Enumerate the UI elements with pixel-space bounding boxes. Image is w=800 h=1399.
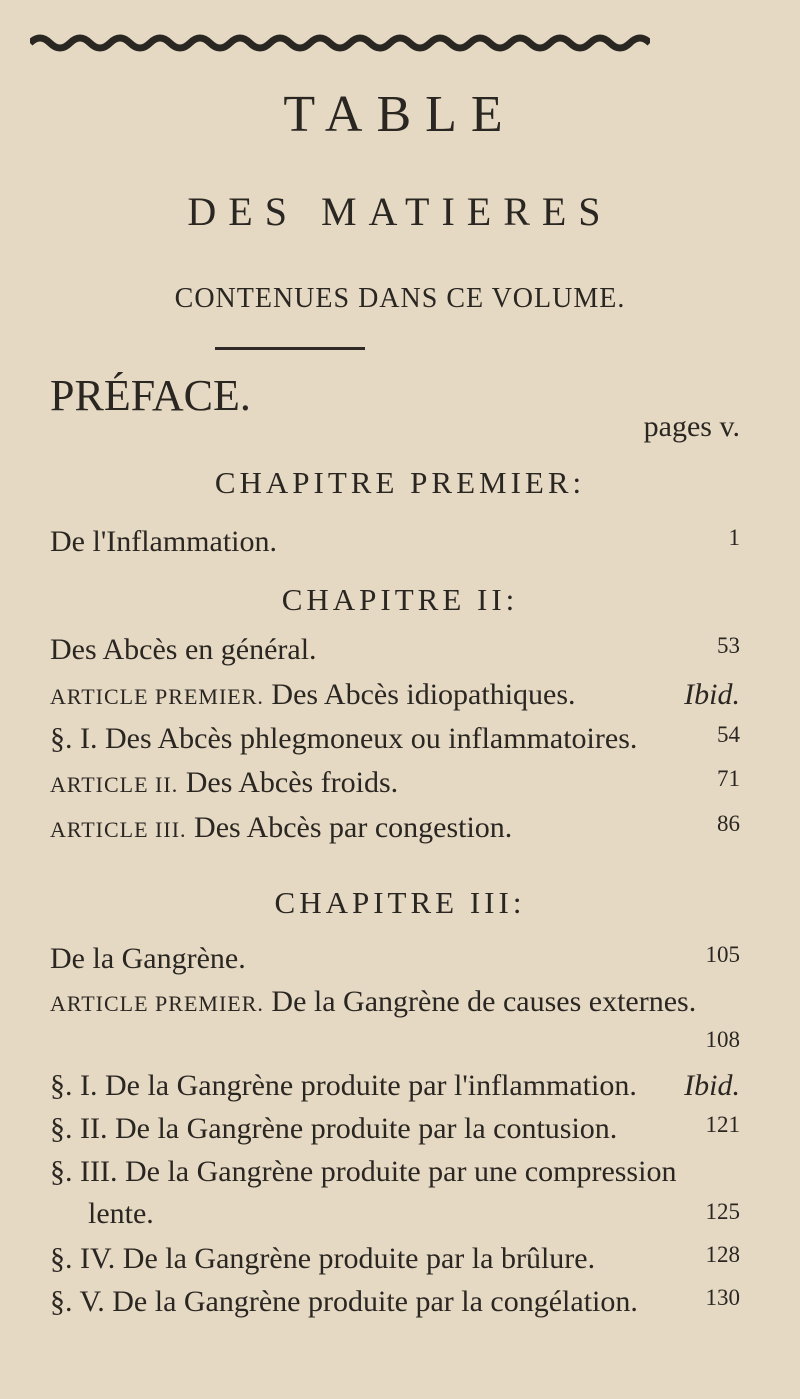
toc-entry-page: 108 (705, 1027, 740, 1052)
toc-entry (50, 678, 740, 712)
toc-entry-text: Des Abcès en général. (50, 633, 317, 666)
toc-entry-text: §. II. De la Gangrène produite par la contusion. (50, 1112, 618, 1145)
toc-entry-page: 130 (705, 1285, 740, 1310)
toc-entry-page: 71 (717, 766, 740, 791)
toc-entry (50, 985, 740, 1052)
toc-entry (50, 722, 740, 756)
toc-entry-page: 125 (705, 1199, 740, 1224)
ornament-border (30, 28, 650, 58)
preface-pages: pages v. (643, 410, 740, 443)
toc-entry-page: 86 (717, 811, 740, 836)
chapter-heading: CHAPITRE III: (274, 885, 526, 920)
toc-entry-text: §. I. Des Abcès phlegmoneux ou inflammatoires. (50, 722, 638, 755)
toc-entry (50, 633, 740, 667)
toc-entry-prefix: ARTICLE III. (50, 817, 187, 842)
toc-entry (50, 1112, 740, 1146)
toc-entry-text: Des Abcès idiopathiques. (271, 678, 576, 711)
toc-entry-text: De la Gangrène. (50, 942, 246, 975)
toc-entry-page: 1 (728, 525, 740, 550)
toc-entry-text: De l'Inflammation. (50, 525, 278, 558)
toc-entry-text: §. I. De la Gangrène produite par l'inflammation. (50, 1069, 637, 1102)
chapter-heading: CHAPITRE II: (281, 582, 519, 617)
toc-entry-text: §. IV. De la Gangrène produite par la brûlure. (50, 1242, 596, 1275)
toc-entry (50, 1069, 740, 1103)
toc-entry-prefix: ARTICLE PREMIER. (50, 684, 264, 709)
preface-label: PRÉFACE. (50, 371, 251, 420)
toc-entry (50, 766, 740, 800)
toc-entry-text: De la Gangrène de causes externes. (271, 985, 697, 1018)
toc-entry (50, 1155, 740, 1230)
page-title: TABLE (283, 86, 517, 143)
toc-entry-text: Des Abcès froids. (185, 766, 399, 799)
toc-entry (50, 1242, 740, 1276)
toc-entry-page: Ibid. (684, 1069, 740, 1102)
toc-entry-page: 54 (717, 722, 740, 747)
toc-entry (50, 811, 740, 845)
divider (215, 347, 365, 350)
toc-entry-page: 128 (705, 1242, 740, 1267)
toc-entry-page: 105 (705, 942, 740, 967)
toc-entry-prefix: ARTICLE II. (50, 772, 179, 797)
toc-entry-page: Ibid. (684, 678, 740, 711)
toc-entry-text: §. III. De la Gangrène produite par une compression (50, 1155, 677, 1188)
chapter-heading: CHAPITRE PREMIER: (214, 465, 586, 500)
page-caption: CONTENUES DANS CE VOLUME. (174, 283, 626, 314)
toc-entry-continuation: lente. (88, 1197, 154, 1230)
preface-entry (50, 370, 740, 443)
toc-entry-text: Des Abcès par congestion. (194, 811, 513, 844)
toc-entry (50, 1285, 740, 1319)
toc-entry (50, 942, 740, 976)
toc-entry-prefix: ARTICLE PREMIER. (50, 991, 264, 1016)
toc-entry-page: 53 (717, 633, 740, 658)
toc-entry-text: §. V. De la Gangrène produite par la congélation. (50, 1285, 638, 1318)
toc-entry-page: 121 (705, 1112, 740, 1137)
page-subtitle: DES MATIERES (187, 189, 613, 234)
toc-entry (50, 525, 740, 559)
